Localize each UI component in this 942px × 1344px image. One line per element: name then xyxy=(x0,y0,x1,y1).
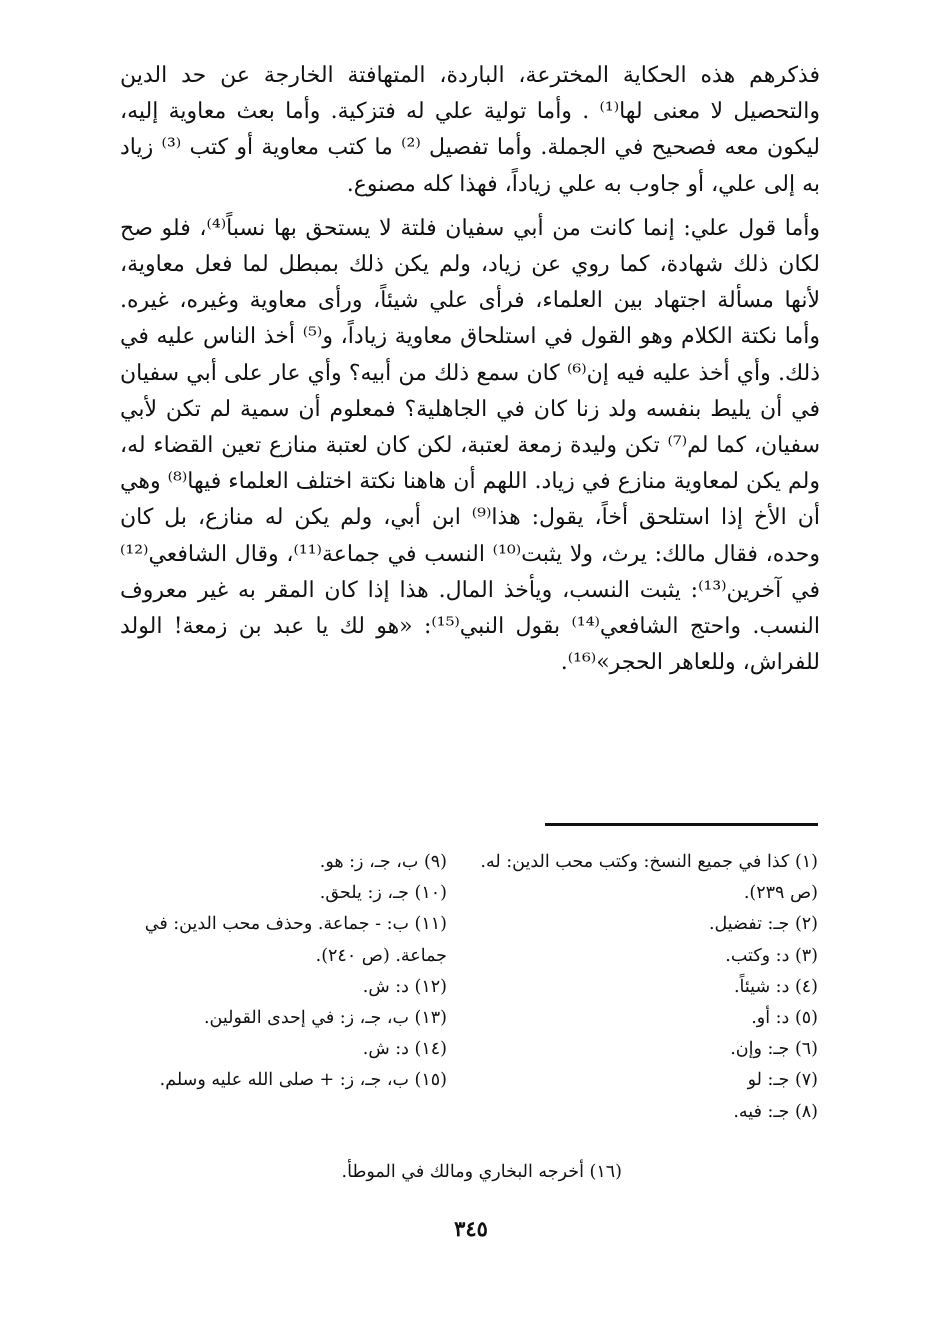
footnote-text: جـ: وإن. xyxy=(730,1039,790,1060)
footnote xyxy=(105,909,447,971)
footnote-text: ب، جـ، ز: في إحدى القولين. xyxy=(203,1008,409,1029)
footnote-number: (١١) xyxy=(414,914,447,935)
footnote-text: د: أو. xyxy=(751,1008,790,1029)
footnote-number: (١٤) xyxy=(414,1039,447,1060)
footnote xyxy=(105,1065,447,1096)
footnote xyxy=(480,847,818,909)
footnote-number: (٤) xyxy=(794,976,818,997)
footnote xyxy=(480,941,818,972)
footnote-text: أخرجه البخاري ومالك في الموطأ. xyxy=(341,1162,584,1182)
footnote-number: (٥) xyxy=(794,1008,818,1029)
footnote-text: د: وكتب. xyxy=(725,945,790,966)
footnote xyxy=(480,1097,818,1128)
footnote-number: (١٢) xyxy=(414,976,447,997)
footnote-number: (٧) xyxy=(794,1070,818,1091)
paragraph: فذكرهم هذه الحكاية المخترعة، الباردة، المتهافتة الخارجة عن حد الدين والتحصيل لا معنى لها⁽¹⁾ . وأما تولية علي له فتزكية. وأما بعث معاوية إليه، ليكون معه فصحيح في الجملة. وأما تفصيل ⁽²⁾ ما كتب معاوية أو كتب ⁽³⁾ زياد به إلى علي، أو جاوب به علي زياداً، فهذا كله مصنوع. xyxy=(120,63,821,197)
paragraph: وأما قول علي: إنما كانت من أبي سفيان فلتة لا يستحق بها نسباً⁽⁴⁾، فلو صح لكان ذلك شهادة، كما روي عن زياد، ولم يكن ذلك بمبطل لما فعل معاوية، لأنها مسألة اجتهاد بين العلماء، فرأى علي شيئاً، ورأى معاوية وغيره، غيره. وأما نكتة الكلام وهو القول في استلحاق معاوية زياداً، و⁽⁵⁾ أخذ الناس عليه في ذلك. وأي أخذ عليه فيه إن⁽⁶⁾ كان سمع ذلك من أبيه؟ وأي عار على أبي سفيان في أن يليط بنفسه ولد زنا كان في الجاهلية؟ فمعلوم أن سمية لم تكن لأبي سفيان، كما لم⁽⁷⁾ تكن وليدة زمعة لعتبة، لكن كان لعتبة منازع تعين القضاء له، ولم يكن لمعاوية منازع في زياد. اللهم أن هاهنا نكتة اختلف العلماء فيها⁽⁸⁾ وهي أن الأخ إذا استلحق أخاً، يقول: هذا⁽⁹⁾ ابن أبي، ولم يكن له منازع، بل كان وحده، فقال مالك: يرث، ولا يثبت⁽¹⁰⁾ النسب في جماعة⁽¹¹⁾، وقال الشافعي⁽¹²⁾ في آخرين⁽¹³⁾: يثبت النسب، ويأخذ المال. هذا إذا كان المقر به غير معروف النسب. واحتج الشافعي⁽¹⁴⁾ بقول النبي⁽¹⁵⁾: «هو لك يا عبد بن زمعة! الولد للفراش، وللعاهر الحجر»⁽¹⁶⁾. xyxy=(120,215,821,676)
main-text xyxy=(120,58,820,681)
footnote-number: (٣) xyxy=(794,945,818,966)
footnote-number: (٦) xyxy=(794,1039,818,1060)
footnote xyxy=(480,972,818,1003)
footnote-last xyxy=(230,1157,622,1188)
footnotes-left-column xyxy=(105,847,447,1097)
footnote-text: ب، جـ، ز: + صلى الله عليه وسلم. xyxy=(159,1070,409,1091)
footnote xyxy=(105,972,447,1003)
footnote-number: (١٦) xyxy=(589,1162,622,1182)
footnote-number: (٢) xyxy=(794,914,818,935)
footnote xyxy=(105,1034,447,1065)
footnote-text: د: ش. xyxy=(362,1039,409,1060)
footnote-number: (١٥) xyxy=(414,1070,447,1091)
footnote-text: جـ، ز: يلحق. xyxy=(319,883,409,904)
footnote-text: كذا في جميع النسخ: وكتب محب الدين: له. (ص ٢٣٩). xyxy=(480,852,818,904)
footnote-number: (١٣) xyxy=(414,1008,447,1029)
footnote-text: جـ: لو xyxy=(747,1070,790,1091)
footnote xyxy=(480,1003,818,1034)
page-number: ٣٤٥ xyxy=(454,1216,488,1241)
footnote-number: (١) xyxy=(794,852,818,872)
footnote xyxy=(480,909,818,940)
footnote-text: ب: - جماعة. وحذف محب الدين: في جماعة. (ص ٢٤٠). xyxy=(144,914,447,966)
footnote-number: (١٠) xyxy=(414,883,447,904)
footnote-text: ب، جـ، ز: هو. xyxy=(319,852,419,872)
footnote-text: د: شيئاً. xyxy=(733,976,790,997)
footnotes-right-column xyxy=(480,847,818,1128)
footnote-number: (٨) xyxy=(794,1101,818,1122)
footnote-text: جـ: تفضيل. xyxy=(708,914,790,935)
footnote-separator xyxy=(545,823,818,826)
footnote-text: جـ: فيه. xyxy=(733,1101,790,1122)
footnote xyxy=(105,1003,447,1034)
footnote-text: د: ش. xyxy=(362,976,409,997)
footnote-number: (٩) xyxy=(423,852,447,872)
footnote xyxy=(480,1065,818,1096)
footnote xyxy=(105,847,447,878)
footnote xyxy=(105,878,447,909)
footnote xyxy=(480,1034,818,1065)
